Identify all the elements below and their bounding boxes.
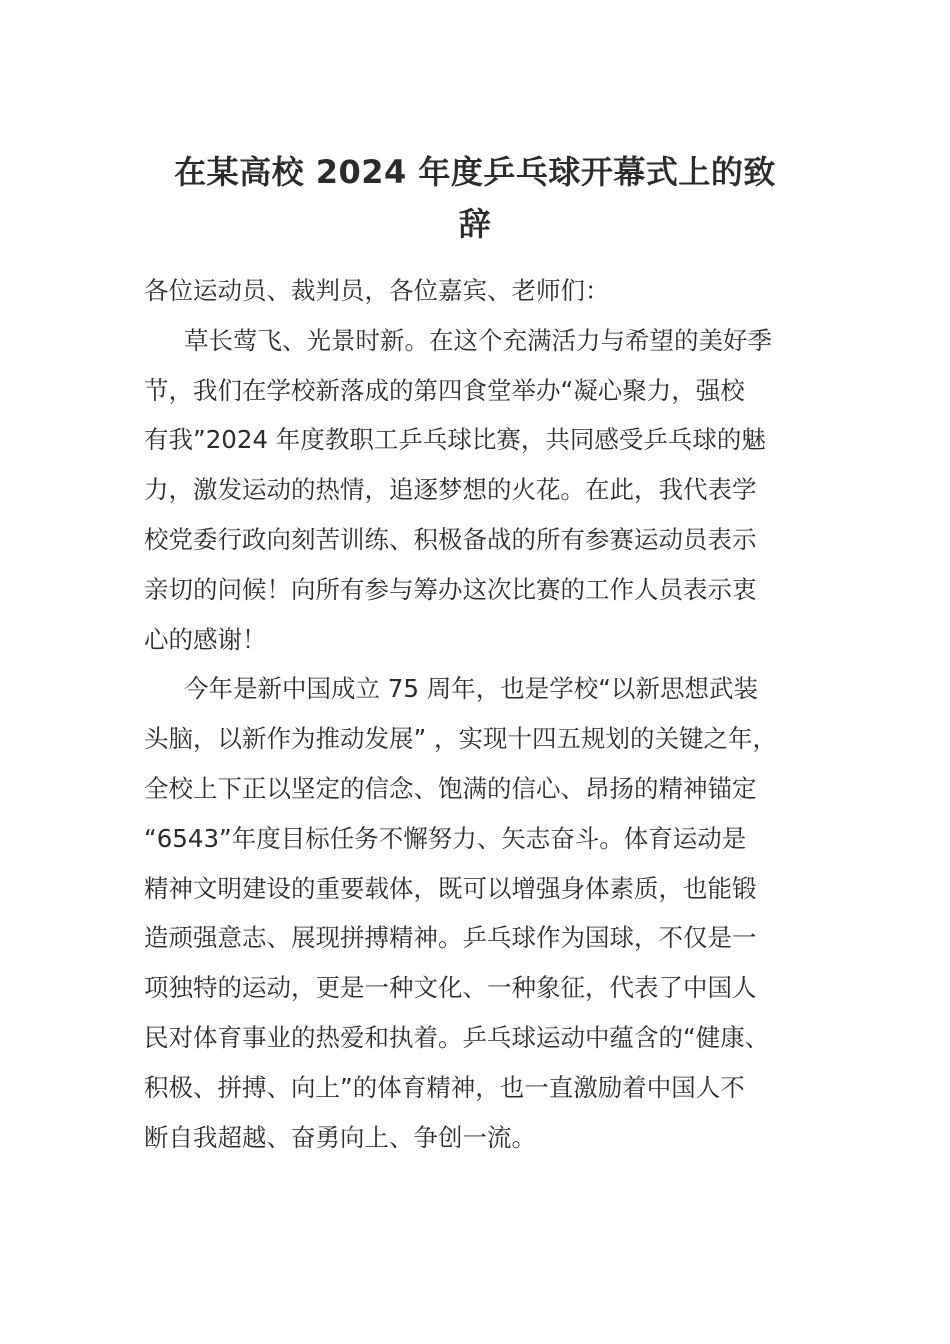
paragraph-line: 头脑，以新作为推动发展” ，实现十四五规划的关键之年， [144, 724, 777, 754]
paragraph-line: 今年是新中国成立 75 周年，也是学校“以新思想武装 [184, 674, 758, 704]
paragraph-line: 亲切的问候！向所有参与筹办这次比赛的工作人员表示衷 [144, 574, 757, 604]
paragraph-2 [144, 664, 808, 1162]
paragraph-line: 断自我超越、奋勇向上、争创一流。 [144, 1122, 536, 1152]
paragraph-line: 全校上下正以坚定的信念、饱满的信心、昂扬的精神锚定 [144, 773, 757, 803]
paragraph-line: 节，我们在学校新落成的第四食堂举办“凝心聚力，强校 [144, 375, 745, 405]
document-body [144, 266, 808, 1162]
paragraph-1 [144, 316, 808, 665]
paragraph-line: 积极、拼搏、向上”的体育精神，也一直激励着中国人不 [144, 1072, 745, 1102]
paragraph-line: “6543”年度目标任务不懈努力、矢志奋斗。体育运动是 [144, 823, 747, 853]
paragraph-line: 有我”2024 年度教职工乒乓球比赛，共同感受乒乓球的魅 [144, 425, 766, 455]
paragraph-line: 造顽强意志、展现拼搏精神。乒乓球作为国球，不仅是一 [144, 923, 757, 953]
paragraph-line: 民对体育事业的热爱和执着。乒乓球运动中蕴含的“健康、 [144, 1022, 770, 1052]
paragraph-line: 校党委行政向刻苦训练、积极备战的所有参赛运动员表示 [144, 524, 757, 554]
paragraph-line: 草长莺飞、光景时新。在这个充满活力与希望的美好季 [184, 325, 772, 355]
paragraph-line: 项独特的运动，更是一种文化、一种象征，代表了中国人 [144, 973, 757, 1003]
title-line-1: 在某高校 2024 年度乒乓球开幕式上的致 [174, 153, 776, 191]
salutation: 各位运动员、裁判员，各位嘉宾、老师们： [144, 276, 610, 305]
paragraph-line: 力，激发运动的热情，追逐梦想的火花。在此，我代表学 [144, 475, 757, 505]
title-line-2: 辞 [458, 205, 492, 243]
document-title [140, 146, 810, 250]
paragraph-line: 精神文明建设的重要载体，既可以增强身体素质，也能锻 [144, 873, 757, 903]
paragraph-line: 心的感谢！ [144, 624, 267, 654]
